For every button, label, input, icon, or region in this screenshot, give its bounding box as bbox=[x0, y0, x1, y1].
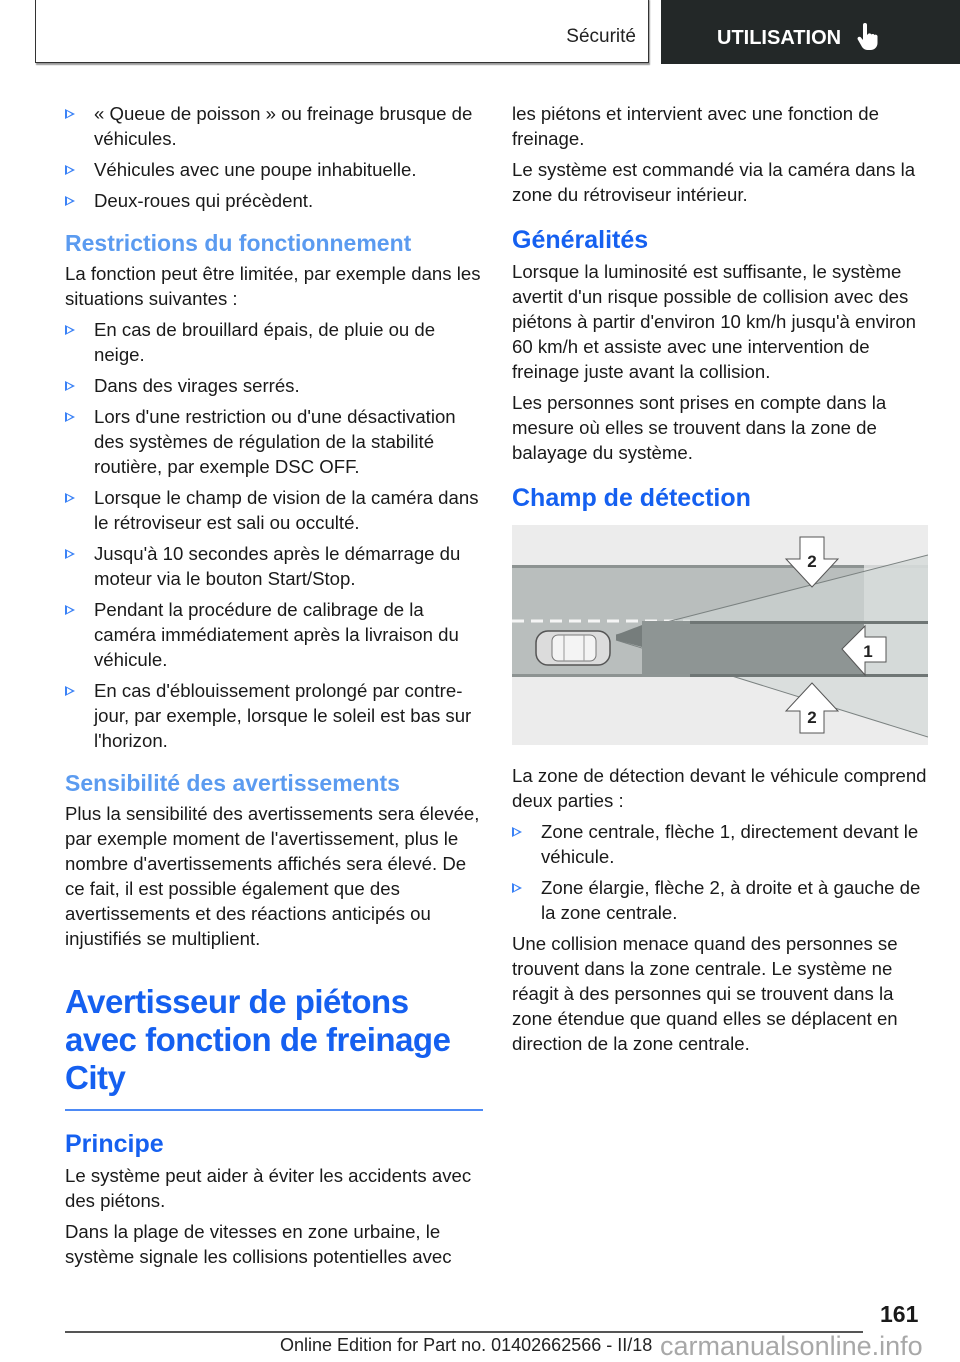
list-item: « Queue de poisson » ou freinage brusque de véhicules. bbox=[65, 101, 483, 151]
principle-paragraph: Le système peut aider à éviter les accidents avec des piétons. bbox=[65, 1165, 472, 1211]
restrictions-bullet-list bbox=[65, 317, 483, 753]
continuation-paragraph: les piétons et intervient avec une fonction de freinage. bbox=[512, 103, 879, 149]
header-section-box bbox=[35, 0, 649, 63]
restrictions-heading: Restrictions du fonctionnement bbox=[65, 230, 412, 256]
list-item: Dans des virages serrés. bbox=[65, 373, 483, 398]
general-paragraph: Lorsque la luminosité est suffisante, le système avertit d'un risque possible de collision avec des piétons à partir d'environ 10 km/h jusqu'à environ 60 km/h et assiste avec une intervention de freinage juste avant la collision. bbox=[512, 261, 916, 382]
sensitivity-text: Plus la sensibilité des avertissements sera élevée, par exemple moment de l'avertissement, plus le nombre d'avertissements affichés sera élevé. De ce fait, il est possible également que des avertissements et des réactions anticipés ou injustifiés se multiplient. bbox=[65, 803, 480, 949]
bullet-triangle-icon bbox=[65, 325, 75, 335]
main-section-heading: Avertisseur de piétons avec fonction de freinage City bbox=[65, 983, 483, 1111]
principle-paragraph: Dans la plage de vitesses en zone urbaine, le système signale les collisions potentielles avec bbox=[65, 1221, 452, 1267]
left-column bbox=[65, 101, 483, 1275]
list-item: Zone élargie, flèche 2, à droite et à gauche de la zone centrale. bbox=[512, 875, 930, 925]
list-item: Véhicules avec une poupe inhabituelle. bbox=[65, 157, 483, 182]
list-item: En cas de brouillard épais, de pluie ou de neige. bbox=[65, 317, 483, 367]
list-item: Lorsque le champ de vision de la caméra dans le rétroviseur est sali ou occulté. bbox=[65, 485, 483, 535]
list-item: Deux-roues qui précèdent. bbox=[65, 188, 483, 213]
bullet-triangle-icon bbox=[65, 549, 75, 559]
bullet-triangle-icon bbox=[65, 493, 75, 503]
list-item: Lors d'une restriction ou d'une désactivation des systèmes de régulation de la stabilité routière, par exemple DSC OFF. bbox=[65, 404, 483, 479]
detection-intro: La zone de détection devant le véhicule comprend deux parties : bbox=[512, 765, 927, 811]
bullet-triangle-icon bbox=[512, 827, 522, 837]
header-section-title: Sécurité bbox=[566, 26, 636, 47]
sensitivity-heading: Sensibilité des avertissements bbox=[65, 770, 400, 796]
footer-edition: Online Edition for Part no. 01402662566 - II/18 bbox=[280, 1335, 653, 1355]
bullet-triangle-icon bbox=[65, 109, 75, 119]
svg-text:2: 2 bbox=[807, 708, 817, 727]
list-item: Zone centrale, flèche 1, directement devant le véhicule. bbox=[512, 819, 930, 869]
bullet-triangle-icon bbox=[512, 883, 522, 893]
continuation-paragraph: Le système est commandé via la caméra dans la zone du rétroviseur intérieur. bbox=[512, 159, 916, 205]
bullet-triangle-icon bbox=[65, 412, 75, 422]
header-chapter-title: UTILISATION bbox=[717, 27, 842, 49]
page-number: 161 bbox=[880, 1301, 919, 1327]
general-heading: Généralités bbox=[512, 226, 649, 254]
bullet-triangle-icon bbox=[65, 605, 75, 615]
list-item: En cas d'éblouissement prolongé par contre-jour, par exemple, lorsque le soleil est bas sur l'horizon. bbox=[65, 678, 483, 753]
principle-heading: Principe bbox=[65, 1130, 164, 1158]
svg-text:2: 2 bbox=[807, 552, 817, 571]
detection-zone-diagram bbox=[512, 525, 928, 745]
detection-heading: Champ de détection bbox=[512, 484, 751, 512]
detection-closing: Une collision menace quand des personnes se trouvent dans la zone centrale. Le système ne réagit à des personnes qui se trouvent dans la zone étendue que quand elles se déplacent en direction de la zone centrale. bbox=[512, 933, 898, 1054]
header-chapter-tab bbox=[661, 0, 960, 64]
pointing-hand-icon bbox=[856, 23, 880, 53]
bullet-triangle-icon bbox=[65, 381, 75, 391]
list-item: Pendant la procédure de calibrage de la caméra immédiatement après la livraison du véhicule. bbox=[65, 597, 483, 672]
bullet-triangle-icon bbox=[65, 686, 75, 696]
restrictions-intro: La fonction peut être limitée, par exemple dans les situations suivantes : bbox=[65, 263, 481, 309]
right-column bbox=[512, 101, 930, 1062]
general-paragraph: Les personnes sont prises en compte dans la mesure où elles se trouvent dans la zone de balayage du système. bbox=[512, 392, 887, 463]
list-item: Jusqu'à 10 secondes après le démarrage du moteur via le bouton Start/Stop. bbox=[65, 541, 483, 591]
bullet-triangle-icon bbox=[65, 165, 75, 175]
bullet-triangle-icon bbox=[65, 196, 75, 206]
detection-bullet-list bbox=[512, 819, 930, 925]
watermark: carmanualsonline.info bbox=[660, 1331, 923, 1361]
car-icon bbox=[536, 631, 610, 665]
svg-text:1: 1 bbox=[863, 642, 873, 661]
intro-bullet-list bbox=[65, 101, 483, 213]
